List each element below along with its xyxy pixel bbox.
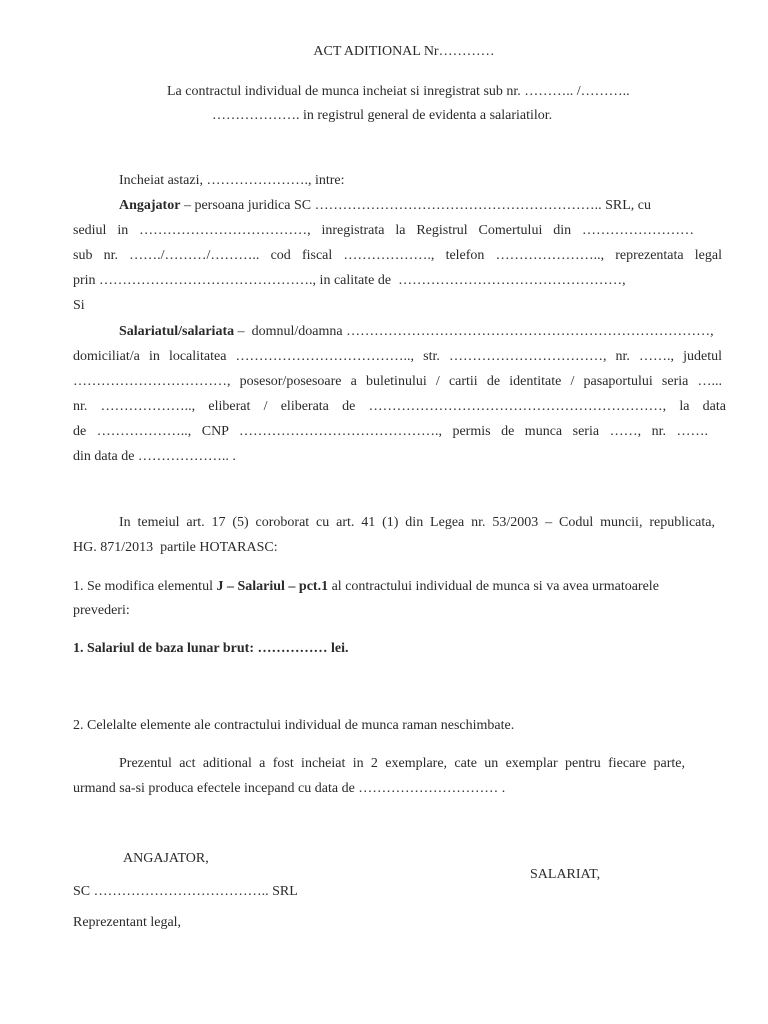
angajator-line-1 — [119, 198, 651, 214]
salariat-line-2: domiciliat/a in localitatea ……………………………….., str. ……………………………, nr. ……., judetul — [73, 349, 722, 364]
salariu-line: 1. Salariul de baza lunar brut: …………… lei. — [73, 641, 349, 656]
salariat-label: Salariatul/salariata — [119, 324, 235, 339]
salariat-line-3: ……………………………, posesor/posesoare a buletinului / cartii de identitate / pasaportului seria …... — [73, 374, 722, 389]
angajator-line-4: prin ………………………………………., in calitate de …………………………………………, — [73, 273, 626, 288]
intro-line-2: ………………. in registrul general de evidenta a salariatilor. — [212, 108, 553, 123]
point-1-prefix: 1. Se modifica elementul — [73, 579, 217, 594]
signature-reprezentant: Reprezentant legal, — [73, 915, 182, 930]
si-line: Si — [73, 298, 85, 313]
temei-line-1: In temeiul art. 17 (5) coroborat cu art. 41 (1) din Legea nr. 53/2003 – Codul muncii, republicata, — [119, 515, 715, 530]
point-1-suffix: al contractului individual de munca si va avea urmatoarele — [328, 579, 659, 594]
angajator-line-2: sediul in ………………………………, inregistrata la Registrul Comertului din …………………… — [73, 223, 694, 238]
temei-line-2: HG. 871/2013 partile HOTARASC: — [73, 540, 278, 555]
angajator-line-3: sub nr. ……./………/……….. cod fiscal ………………., telefon ………………….., reprezentata legal — [73, 248, 722, 263]
signature-sc: SC ……………………………….. SRL — [73, 884, 298, 899]
point-1-line-2: prevederi: — [73, 603, 130, 618]
point-1-bold: J – Salariul – pct.1 — [216, 579, 329, 594]
salariat-line-1 — [119, 324, 714, 340]
point-1-line-1 — [73, 579, 659, 595]
signature-salariat: SALARIAT, — [530, 867, 601, 882]
prezentul-line-1: Prezentul act aditional a fost incheiat in 2 exemplare, cate un exemplar pentru fiecare parte, — [119, 756, 685, 771]
salariat-line-6: din data de ……………….. . — [73, 449, 236, 464]
intro-line-1: La contractul individual de munca incheiat si inregistrat sub nr. ……….. /……….. — [167, 84, 630, 99]
salariat-line-1-text: – domnul/doamna ……………………………………………………………………, — [234, 324, 714, 339]
incheiat-line: Incheiat astazi, …………………., intre: — [119, 173, 345, 188]
point-2-line: 2. Celelalte elemente ale contractului individual de munca raman neschimbate. — [73, 718, 515, 733]
signature-angajator: ANGAJATOR, — [123, 851, 209, 866]
prezentul-line-2: urmand sa-si produca efectele incepand cu data de ………………………… . — [73, 781, 506, 796]
document-title: ACT ADITIONAL Nr………… — [313, 44, 495, 59]
salariat-line-4: nr. ……………….., eliberat / eliberata de ………………………………………………………, la data — [73, 399, 726, 414]
angajator-label: Angajator — [119, 198, 181, 213]
salariat-line-5: de ……………….., CNP ……………………………………., permis de munca seria ……, nr. ……. — [73, 424, 708, 439]
angajator-line-1-text: – persoana juridica SC …………………………………………………….. SRL, cu — [180, 198, 651, 213]
